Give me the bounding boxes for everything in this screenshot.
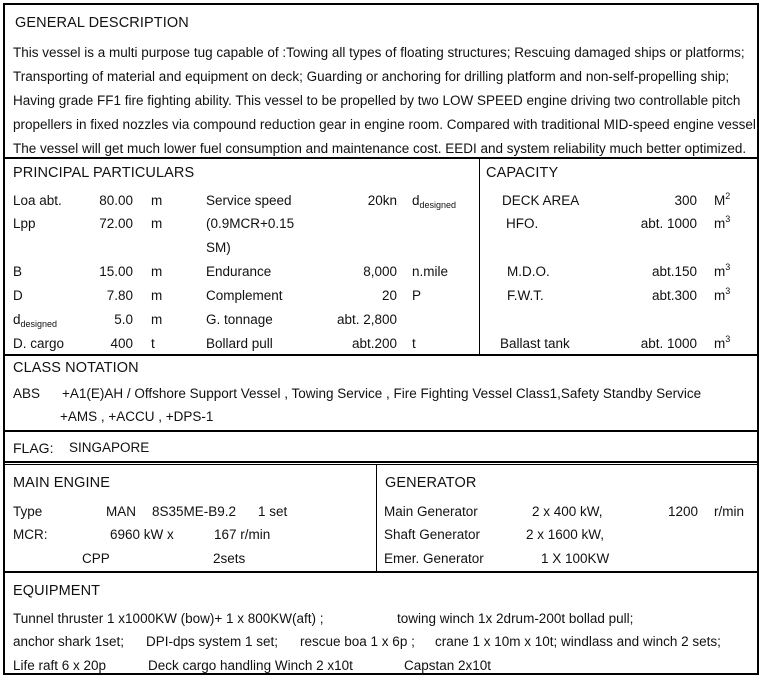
- main-generator-value: 2 x 400 kW,: [532, 504, 603, 519]
- loa-unit: m: [151, 193, 163, 208]
- main-generator-label: Main Generator: [384, 504, 478, 519]
- d-label: D: [13, 288, 23, 303]
- equipment-item: Life raft 6 x 20p: [13, 658, 107, 673]
- capacity-title: CAPACITY: [486, 165, 559, 181]
- b-label: B: [13, 264, 23, 279]
- complement-label: Complement: [206, 288, 283, 303]
- hfo-label: HFO.: [506, 216, 539, 231]
- specification-sheet: [3, 3, 759, 675]
- fwt-value: abt.300: [651, 288, 697, 303]
- engine-type-label: Type: [13, 504, 43, 519]
- mdo-unit: [714, 264, 730, 280]
- fwt-unit-symbol: m: [714, 288, 726, 303]
- draft-value: 5.0: [114, 312, 133, 327]
- lpp-value: 72.00: [99, 216, 133, 231]
- class-society: ABS: [13, 386, 41, 401]
- ballast-label: Ballast tank: [500, 336, 570, 351]
- engine-make: MAN: [106, 504, 136, 519]
- speed-note: SM): [206, 240, 231, 255]
- class-title: CLASS NOTATION: [13, 360, 139, 376]
- general-paragraph: [13, 41, 760, 161]
- general-line: Transporting of material and equipment on deck; Guarding or anchoring for drilling platform and non-self-propelling ship;: [13, 69, 730, 84]
- tonnage-label: G. tonnage: [206, 312, 273, 327]
- emergency-generator-value: 1 X 100KW: [541, 551, 610, 566]
- mdo-unit-symbol: m: [714, 264, 726, 279]
- equipment-item: rescue boa 1 x 6p ;: [300, 634, 415, 649]
- equipment-item: towing winch 1x 2drum-200t bollad pull;: [397, 611, 634, 626]
- divider-vertical: [376, 465, 377, 571]
- speed-unit-subscript: designed: [419, 200, 457, 210]
- divider: [5, 157, 757, 159]
- mdo-label: M.D.O.: [507, 264, 550, 279]
- mcr-rpm: 167 r/min: [214, 527, 271, 542]
- speed-label: Service speed: [206, 193, 292, 208]
- fwt-unit-exponent: 3: [725, 286, 731, 296]
- loa-value: 80.00: [99, 193, 133, 208]
- engine-qty: 1 set: [258, 504, 288, 519]
- endurance-value: 8,000: [363, 264, 397, 279]
- complement-value: 20: [381, 288, 397, 303]
- ballast-unit: [714, 336, 730, 352]
- speed-note: (0.9MCR+0.15: [206, 216, 295, 231]
- mcr-power: 6960 kW x: [110, 527, 174, 542]
- class-notation-line: +A1(E)AH / Offshore Support Vessel , Towing Service , Fire Fighting Vessel Class1,Safety Standby Service: [62, 386, 702, 401]
- complement-unit: P: [412, 288, 422, 303]
- equipment-item: Capstan 2x10t: [404, 658, 492, 673]
- lpp-label: Lpp: [13, 216, 36, 231]
- divider: [5, 354, 757, 356]
- bollard-unit: t: [412, 336, 416, 351]
- general-line: Having grade FF1 fire fighting ability. This vessel to be propelled by two LOW SPEED engine driving two controllable pitch: [13, 93, 741, 108]
- main-generator-rpm-unit: r/min: [714, 504, 744, 519]
- endurance-unit: n.mile: [412, 264, 449, 279]
- draft-label: [13, 312, 57, 328]
- flag-label: FLAG:: [13, 440, 54, 456]
- cargo-unit: t: [151, 336, 155, 351]
- divider: [5, 430, 757, 432]
- equipment-item: Tunnel thruster 1 x1000KW (bow)+ 1 x 800KW(aft) ;: [13, 611, 324, 626]
- general-line: propellers in fixed nozzles via compound reduction gear in engine room. Compared with traditional MID-speed engine vessel,: [13, 117, 760, 132]
- shaft-generator-label: Shaft Generator: [384, 527, 481, 542]
- cpp-label: CPP: [82, 551, 110, 566]
- lpp-unit: m: [151, 216, 163, 231]
- cpp-qty: 2sets: [213, 551, 246, 566]
- divider: [5, 461, 757, 463]
- endurance-label: Endurance: [206, 264, 272, 279]
- hfo-value: abt. 1000: [640, 216, 697, 231]
- ballast-unit-symbol: m: [714, 336, 726, 351]
- d-value: 7.80: [106, 288, 133, 303]
- hfo-unit-exponent: 3: [725, 214, 731, 224]
- principal-title: PRINCIPAL PARTICULARS: [13, 165, 195, 181]
- equipment-item: Deck cargo handling Winch 2 x10t: [148, 658, 353, 673]
- fwt-label: F.W.T.: [507, 288, 544, 303]
- ballast-value: abt. 1000: [640, 336, 697, 351]
- tonnage-value: abt. 2,800: [336, 312, 397, 327]
- main-generator-rpm: 1200: [668, 504, 699, 519]
- bollard-value: abt.200: [351, 336, 397, 351]
- shaft-generator-value: 2 x 1600 kW,: [526, 527, 605, 542]
- speed-unit-symbol: d: [412, 193, 420, 208]
- cargo-value: 400: [110, 336, 133, 351]
- deck-area-unit: [714, 193, 730, 209]
- b-unit: m: [151, 264, 163, 279]
- hfo-unit-symbol: m: [714, 216, 726, 231]
- equipment-item: crane 1 x 10m x 10t; windlass and winch 2 sets;: [435, 634, 721, 649]
- divider: [5, 571, 757, 573]
- general-line: This vessel is a multi purpose tug capable of :Towing all types of floating structures; Rescuing damaged ships or platforms;: [13, 45, 745, 60]
- equipment-item: DPI-dps system 1 set;: [146, 634, 279, 649]
- bollard-label: Bollard pull: [206, 336, 273, 351]
- flag-value: SINGAPORE: [69, 440, 150, 455]
- cargo-label: D. cargo: [13, 336, 65, 351]
- generator-title: GENERATOR: [385, 475, 477, 491]
- deck-area-label: DECK AREA: [502, 193, 580, 208]
- deck-area-value: 300: [674, 193, 697, 208]
- emergency-generator-label: Emer. Generator: [384, 551, 484, 566]
- loa-label: Loa abt.: [13, 193, 62, 208]
- b-value: 15.00: [99, 264, 133, 279]
- engine-model: 8S35ME-B9.2: [152, 504, 237, 519]
- equipment-title: EQUIPMENT: [13, 583, 101, 599]
- mcr-label: MCR:: [13, 527, 48, 542]
- speed-unit: [412, 193, 456, 209]
- speed-value: 20kn: [367, 193, 397, 208]
- divider: [5, 464, 757, 465]
- class-notation-line: +AMS , +ACCU , +DPS-1: [60, 409, 214, 424]
- deck-area-unit-symbol: M: [714, 193, 726, 208]
- mdo-unit-exponent: 3: [725, 262, 731, 272]
- ballast-unit-exponent: 3: [725, 334, 731, 344]
- deck-area-unit-exponent: 2: [725, 191, 731, 201]
- fwt-unit: [714, 288, 730, 304]
- draft-subscript: designed: [20, 319, 58, 329]
- d-unit: m: [151, 288, 163, 303]
- hfo-unit: [714, 216, 730, 232]
- draft-symbol: d: [13, 312, 21, 327]
- divider-vertical: [479, 158, 480, 355]
- general-title: GENERAL DESCRIPTION: [15, 15, 189, 31]
- equipment-item: anchor shark 1set;: [13, 634, 125, 649]
- mdo-value: abt.150: [651, 264, 697, 279]
- general-line: The vessel will get much lower fuel consumption and maintenance cost. EEDI and system reliability much better optimized.: [13, 141, 747, 156]
- draft-unit: m: [151, 312, 163, 327]
- engine-title: MAIN ENGINE: [13, 475, 110, 491]
